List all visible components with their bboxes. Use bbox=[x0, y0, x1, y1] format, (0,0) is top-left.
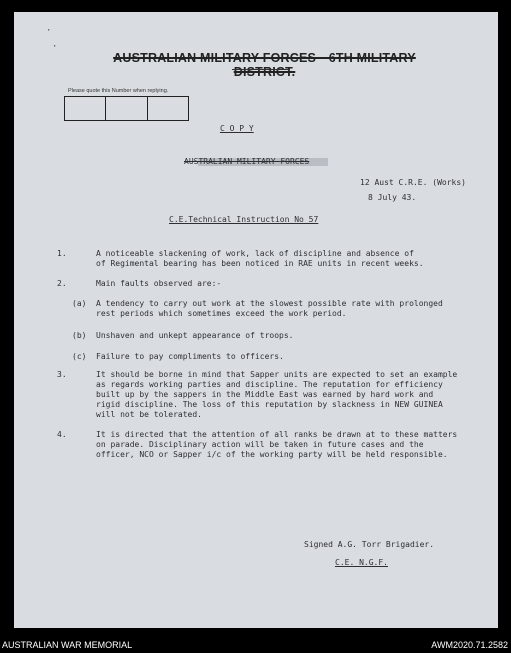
paragraph-line: rest periods which sometimes exceed the work period. bbox=[96, 309, 347, 318]
margin-mark: · bbox=[46, 26, 52, 36]
paragraph-line: It is directed that the attention of all ranks be drawn at to these matters bbox=[96, 430, 458, 439]
paragraph-line: A noticeable slackening of work, lack of discipline and absence of bbox=[96, 249, 414, 258]
unit-reference: 12 Aust C.R.E. (Works) bbox=[360, 178, 466, 187]
paragraph-line: will not be tolerated. bbox=[96, 410, 202, 419]
paragraph-line: on parade. Disciplinary action will be taken in future cases and the bbox=[96, 440, 424, 449]
archive-credit: AUSTRALIAN WAR MEMORIAL bbox=[2, 640, 133, 650]
subheader: AUSTRALIAN MILITARY FORCES bbox=[184, 157, 310, 166]
paragraph-line: Unshaven and unkept appearance of troops. bbox=[96, 331, 294, 340]
paragraph-line: built up by the sappers in the Middle East was earned by hard work and bbox=[96, 390, 434, 399]
paragraph-number: 3. bbox=[57, 370, 67, 379]
paragraph-line: rigid discipline. The loss of this reputation by slackness in NEW GUINEA bbox=[96, 400, 443, 409]
copy-label: C O P Y bbox=[220, 124, 254, 133]
subparagraph-label: (b) bbox=[72, 331, 87, 340]
instruction-title: C.E.Technical Instruction No 57 bbox=[169, 215, 319, 224]
letterhead-rule bbox=[232, 69, 290, 70]
document-page bbox=[14, 12, 498, 628]
paragraph-line: It should be borne in mind that Sapper units are expected to set an example bbox=[96, 370, 458, 379]
paragraph-line: Failure to pay compliments to officers. bbox=[96, 352, 284, 361]
quote-number-label: Please quote this Number when replying. bbox=[68, 88, 169, 94]
paragraph-line: A tendency to carry out work at the slowest possible rate with prolonged bbox=[96, 299, 443, 308]
reference-box bbox=[65, 97, 106, 120]
reference-box bbox=[148, 97, 188, 120]
paragraph-number: 1. bbox=[57, 249, 67, 258]
paragraph-number: 2. bbox=[57, 279, 67, 288]
reference-box bbox=[106, 97, 147, 120]
paragraph-line: officer, NCO or Sapper i/c of the working party will be held responsible. bbox=[96, 450, 448, 459]
letterhead: AUSTRALIAN MILITARY FORCES—6TH MILITARY DISTRICT. bbox=[113, 51, 416, 79]
signature-title: C.E. N.G.F. bbox=[335, 558, 388, 567]
margin-mark: · bbox=[52, 42, 58, 52]
signature-line: Signed A.G. Torr Brigadier. bbox=[304, 540, 435, 549]
paragraph-line: as regards working parties and discipline. The reputation for efficiency bbox=[96, 380, 443, 389]
subparagraph-label: (c) bbox=[72, 352, 87, 361]
paragraph-line: of Regimental bearing has been noticed in RAE units in recent weeks. bbox=[96, 259, 424, 268]
reference-number-boxes bbox=[64, 96, 189, 121]
document-date: 8 July 43. bbox=[368, 193, 417, 202]
subparagraph-label: (a) bbox=[72, 299, 87, 308]
archive-reference: AWM2020.71.2582 bbox=[431, 640, 508, 650]
paragraph-line: Main faults observed are:- bbox=[96, 279, 222, 288]
paragraph-number: 4. bbox=[57, 430, 67, 439]
